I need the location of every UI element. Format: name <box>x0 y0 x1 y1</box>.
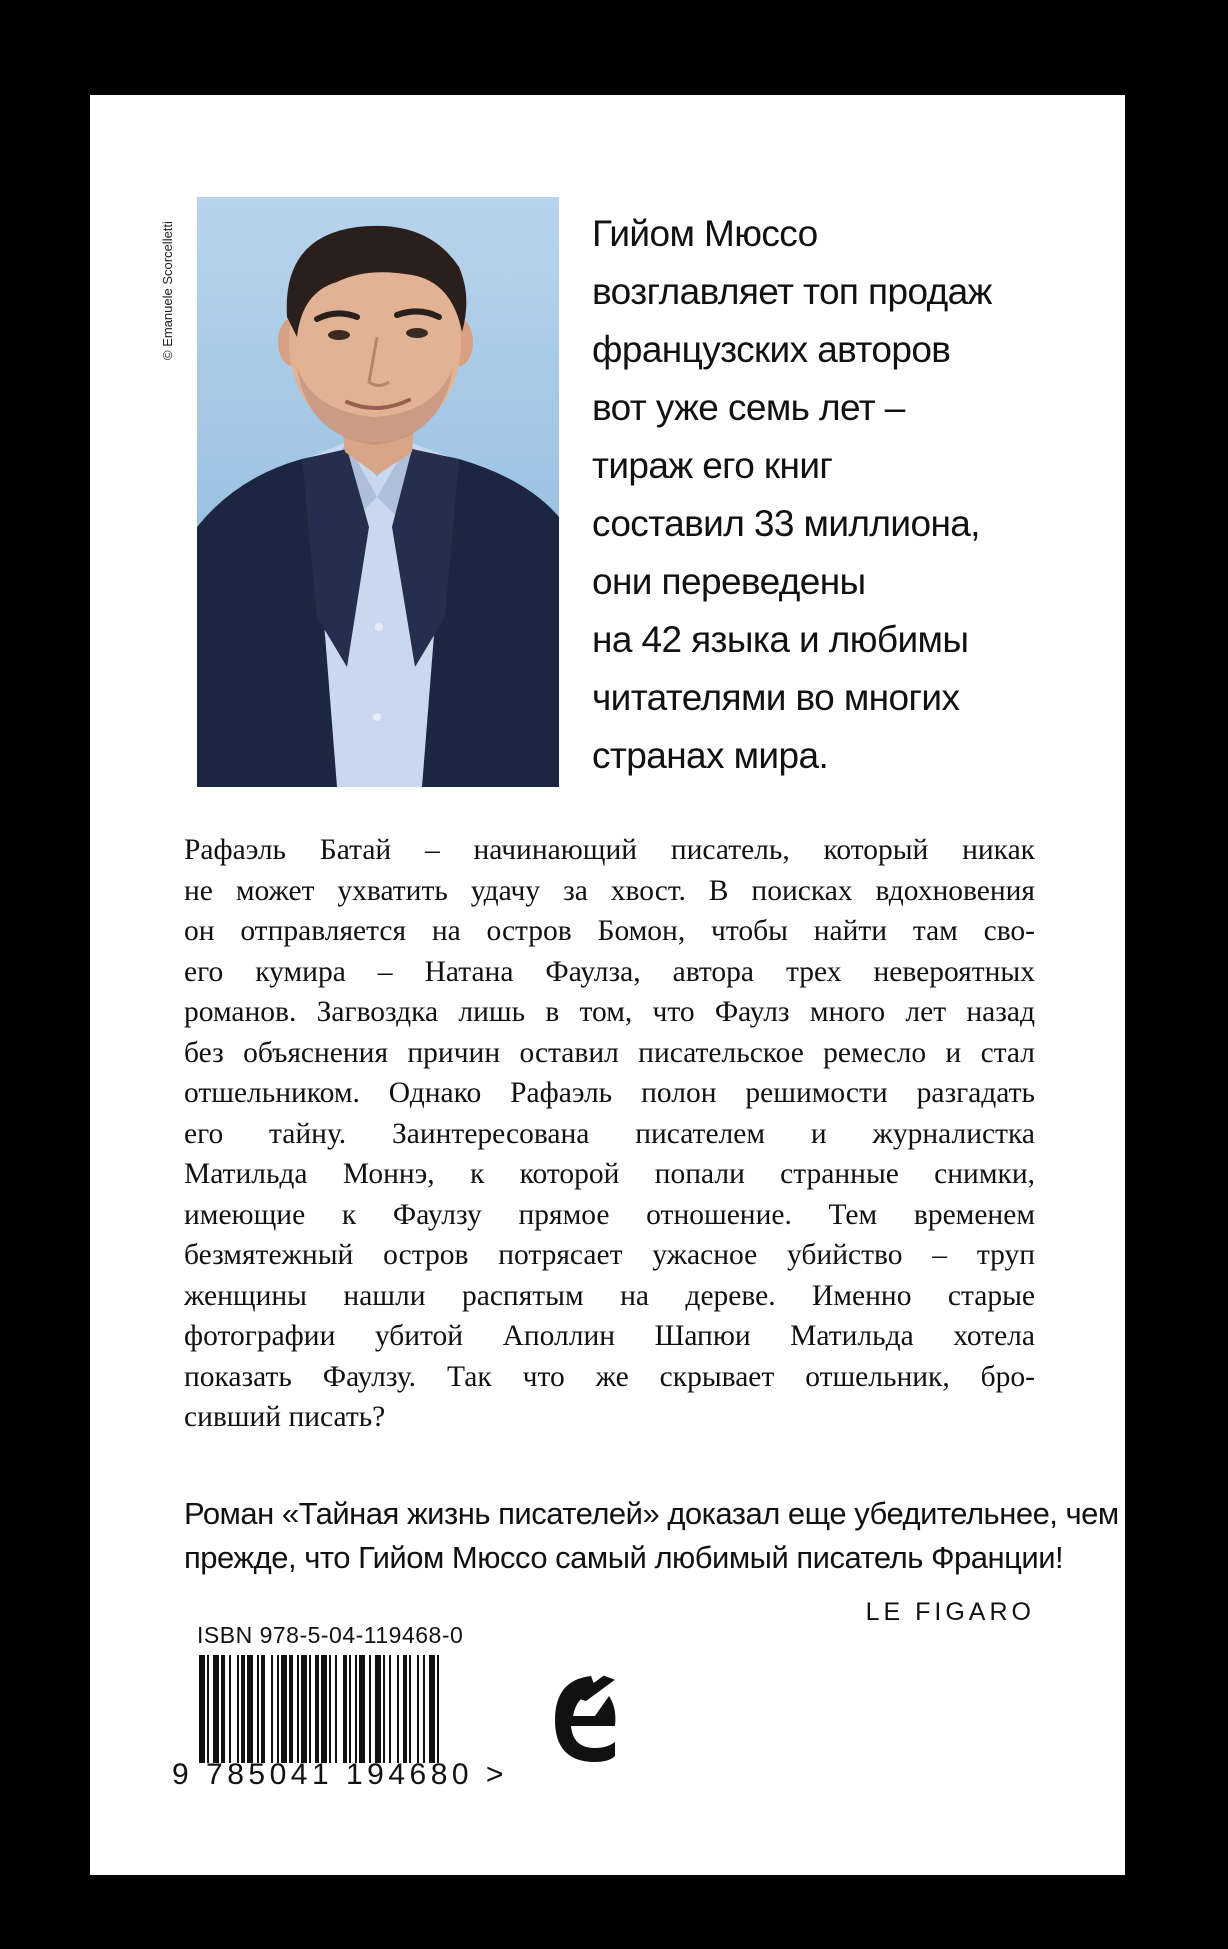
synopsis-line: показать Фаулзу. Так что же скрывает отшельник, бро- <box>184 1360 1035 1393</box>
synopsis-line: имеющие к Фаулзу прямое отношение. Тем временем <box>184 1198 1035 1231</box>
synopsis-line: Матильда Моннэ, к которой попали странные снимки, <box>184 1158 1035 1190</box>
synopsis-line: его кумира – Натана Фаулза, автора трех невероятных <box>184 955 1035 988</box>
barcode-bar <box>437 1655 439 1763</box>
barcode-bar <box>289 1655 293 1763</box>
bio-line: странах мира. <box>592 735 829 776</box>
barcode-bar <box>281 1655 287 1763</box>
barcode-bar <box>229 1655 231 1763</box>
synopsis-line: женщины нашли распятым на дереве. Именно старые <box>184 1279 1035 1312</box>
bio-line: на 42 языка и любимы <box>592 619 969 660</box>
bio-line: составил 33 миллиона, <box>592 503 980 544</box>
barcode-bar <box>403 1655 407 1763</box>
barcode-bar <box>321 1655 327 1763</box>
author-photo <box>197 197 559 787</box>
synopsis-line: Рафаэль Батай – начинающий писатель, который никак <box>184 834 1035 866</box>
barcode-digits: 9 785041 194680 > <box>172 1758 508 1791</box>
isbn-label: ISBN 978-5-04-119468-0 <box>197 1622 464 1648</box>
barcode-bar <box>247 1655 253 1763</box>
barcode-bar <box>359 1655 365 1763</box>
barcode-bar <box>329 1655 331 1763</box>
barcode-bar <box>343 1655 347 1763</box>
barcode-bar <box>199 1655 205 1763</box>
bio-line: французских авторов <box>592 329 951 370</box>
bio-line: читателями во многих <box>592 677 960 718</box>
barcode-bar <box>261 1655 265 1763</box>
barcode-bar <box>241 1655 245 1763</box>
photo-credit-container <box>160 221 180 520</box>
barcode-bar <box>297 1655 299 1763</box>
quote-line: прежде, что Гийом Мюссо самый любимый писатель Франции! <box>184 1540 1064 1575</box>
barcode-bar <box>397 1655 399 1763</box>
synopsis-line: без объяснения причин оставил писательское ремесло и стал <box>184 1036 1035 1069</box>
synopsis-line: романов. Загвоздка лишь в том, что Фаулз много лет назад <box>184 996 1035 1028</box>
barcode-bar <box>277 1655 279 1763</box>
quote-line: Роман «Тайная жизнь писателей» доказал еще убедительнее, чем <box>184 1496 1119 1531</box>
synopsis-line: сивший писать? <box>184 1401 386 1433</box>
bio-line: вот уже семь лет – <box>592 387 905 428</box>
author-bio <box>592 205 1062 785</box>
barcode-bar <box>349 1655 351 1763</box>
press-quote <box>184 1492 1119 1580</box>
publisher-logo-icon <box>551 1668 617 1770</box>
barcode-bar <box>417 1655 419 1763</box>
bio-line: тираж его книг <box>592 445 833 486</box>
book-synopsis <box>184 830 1035 1438</box>
author-portrait-illustration <box>197 197 559 787</box>
bio-line: они переведены <box>592 561 866 602</box>
barcode-bar <box>335 1655 337 1763</box>
barcode <box>197 1655 497 1763</box>
barcode-bar <box>355 1655 357 1763</box>
barcode-bar <box>369 1655 371 1763</box>
barcode-bar <box>257 1655 259 1763</box>
synopsis-line: не может ухватить удачу за хвост. В поисках вдохновения <box>184 874 1035 907</box>
barcode-bar <box>315 1655 319 1763</box>
bio-line: возглавляет топ продаж <box>592 271 992 312</box>
synopsis-line: фотографии убитой Аполлин Шапюи Матильда хотела <box>184 1320 1035 1352</box>
quote-source: LE FIGARO <box>865 1598 1035 1626</box>
barcode-bar <box>221 1655 225 1763</box>
barcode-bar <box>237 1655 239 1763</box>
barcode-bar <box>207 1655 209 1763</box>
barcode-bar <box>409 1655 411 1763</box>
synopsis-line: отшельником. Однако Рафаэль полон решимости разгадать <box>184 1077 1035 1109</box>
barcode-bar <box>423 1655 425 1763</box>
bio-line: Гийом Мюссо <box>592 213 818 254</box>
barcode-bar <box>429 1655 435 1763</box>
barcode-bar <box>271 1655 273 1763</box>
barcode-bar <box>383 1655 385 1763</box>
barcode-bar <box>301 1655 307 1763</box>
barcode-bar <box>309 1655 311 1763</box>
photo-credit: © Emanuele Scorcelletti <box>160 221 175 360</box>
synopsis-line: его тайну. Заинтересована писателем и журналистка <box>184 1117 1035 1150</box>
synopsis-line: он отправляется на остров Бомон, чтобы найти там сво- <box>184 915 1035 947</box>
barcode-bar <box>375 1655 381 1763</box>
barcode-bar <box>213 1655 219 1763</box>
barcode-bar <box>389 1655 391 1763</box>
synopsis-line: безмятежный остров потрясает ужасное убийство – труп <box>184 1239 1035 1271</box>
